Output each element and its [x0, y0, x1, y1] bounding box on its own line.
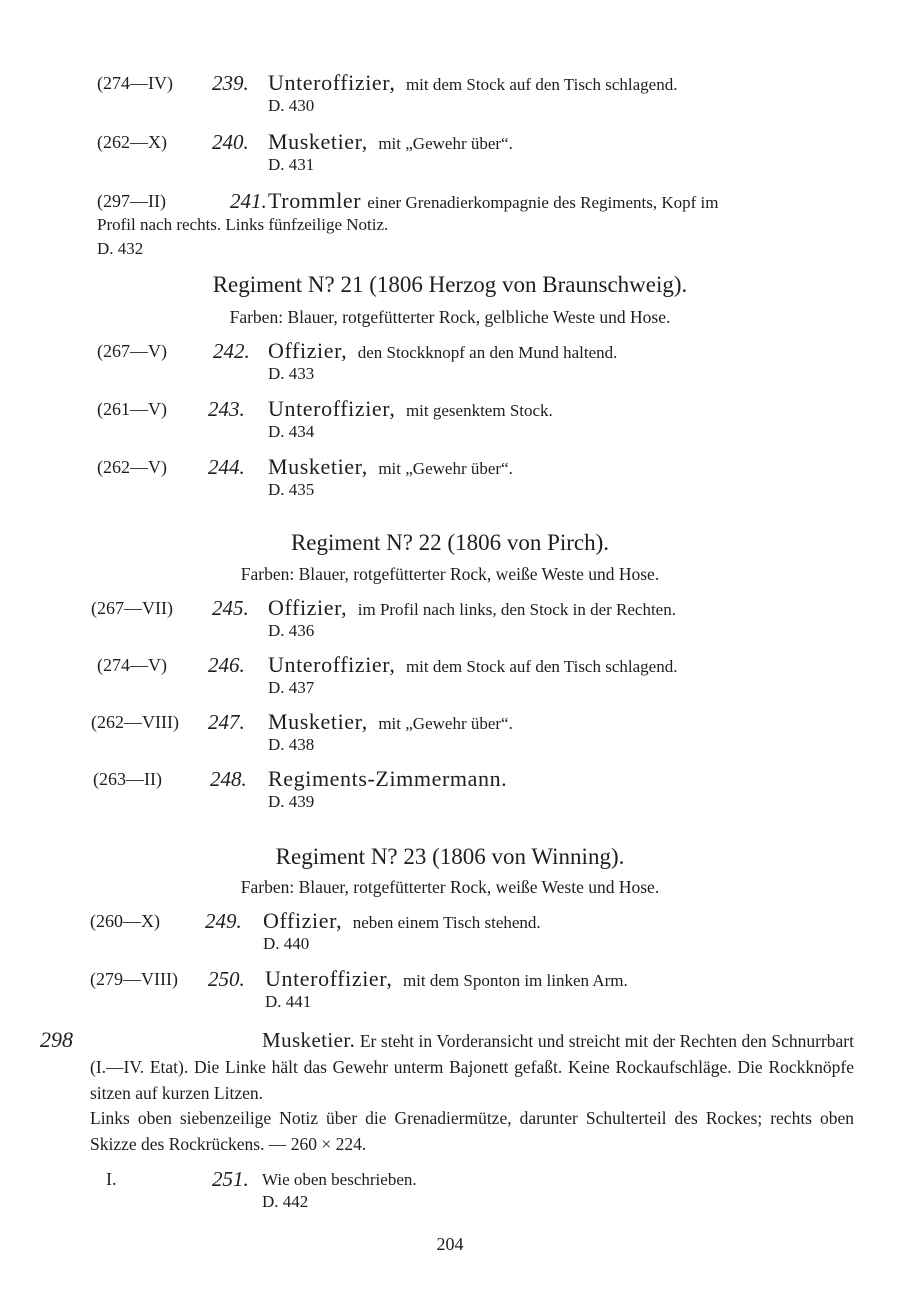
plate-reference: (267—V)	[97, 341, 167, 361]
entry-d-number: D. 432	[97, 239, 144, 258]
description-paragraph: Links oben siebenzeilige Notiz über die Grenadiermütze, darunter Schulterteil des Rockes; rechts oben Skizze des Rockrückens. — 260 × 224.	[90, 1108, 854, 1154]
plate-reference: (297—II)	[97, 191, 166, 211]
regiment-colors: Farben: Blauer, rotgefütterter Rock, weiße Weste und Hose.	[240, 877, 660, 897]
plate-reference: (262—V)	[97, 457, 167, 477]
entry-d-number: D. 441	[265, 992, 312, 1011]
entry-description: mit „Gewehr über“.	[378, 714, 513, 733]
plate-reference: (262—VIII)	[91, 712, 179, 732]
entry-description: mit gesenktem Stock.	[405, 401, 553, 420]
entry-number: 247.	[208, 710, 245, 734]
entry-description: mit dem Sponton im linken Arm.	[402, 971, 628, 990]
plate-reference: (260—X)	[90, 911, 160, 931]
entry-number: 243.	[208, 397, 245, 421]
entry-d-number: D. 431	[268, 155, 315, 174]
page-number: 204	[436, 1234, 464, 1254]
plate-reference: (263—II)	[93, 769, 162, 789]
entry-title: Offizier,	[263, 908, 343, 933]
entry-description: den Stockknopf an den Mund haltend.	[357, 343, 618, 362]
entry-description: neben einem Tisch stehend.	[352, 913, 541, 932]
entry-description: mit „Gewehr über“.	[378, 459, 513, 478]
plate-reference: (274—IV)	[97, 73, 173, 93]
entry-title: Offizier,	[268, 595, 348, 620]
entry-title: Musketier,	[268, 454, 368, 479]
entry-number: 248.	[210, 767, 247, 791]
entry-description: einer Grenadierkompagnie des Regiments, Kopf im	[367, 193, 719, 212]
entry-title: Unteroffizier,	[265, 966, 393, 991]
entry-d-number: D. 435	[268, 480, 315, 499]
entry-d-number: D. 433	[268, 364, 315, 383]
entry-title: Regiments-Zimmermann.	[268, 766, 508, 791]
entry-title: Musketier,	[268, 129, 368, 154]
entry-description: Er steht in Vorderansicht und streicht mit der Rechten den Schnurrbart (I.—IV. Etat). Die Linke hält das Gewehr unterm Bajonett gefaßt. Keine Rockaufschläge. Die Rockknöpfe sitzen auf kurzen Litzen.	[90, 1031, 854, 1103]
plate-reference: (267—VII)	[91, 598, 173, 618]
entry-title: Unteroffizier,	[268, 652, 396, 677]
entry-title: Trommler	[268, 188, 362, 213]
entry-description-continued: Profil nach rechts. Links fünfzeilige Notiz.	[97, 215, 389, 234]
regiment-colors: Farben: Blauer, rotgefütterter Rock, weiße Weste und Hose.	[240, 564, 660, 584]
entry-title: Unteroffizier,	[268, 70, 396, 95]
entry-description: mit dem Stock auf den Tisch schlagend.	[405, 657, 678, 676]
entry-title: Musketier.	[262, 1028, 356, 1052]
entry-d-number: D. 434	[268, 422, 315, 441]
entry-title: Musketier,	[268, 709, 368, 734]
entry-description: Wie oben beschrieben.	[262, 1170, 417, 1189]
entry-number: 241.	[230, 189, 267, 213]
entry-d-number: D. 442	[262, 1192, 309, 1211]
entry-title: Unteroffizier,	[268, 396, 396, 421]
entry-number: 240.	[212, 130, 249, 154]
entry-d-number: D. 439	[268, 792, 315, 811]
entry-description: im Profil nach links, den Stock in der Rechten.	[357, 600, 676, 619]
description-paragraph	[90, 1027, 854, 1106]
entry-number: 245.	[212, 596, 249, 620]
margin-number: 298	[40, 1027, 73, 1052]
entry-d-number: D. 430	[268, 96, 315, 115]
regiment-heading: Regiment N? 21 (1806 Herzog von Braunschweig).	[212, 272, 688, 297]
entry-title: Offizier,	[268, 338, 348, 363]
entry-description: mit dem Stock auf den Tisch schlagend.	[405, 75, 678, 94]
plate-reference: (261—V)	[97, 399, 167, 419]
entry-number: 242.	[213, 339, 250, 363]
entry-number: 251.	[212, 1167, 249, 1191]
entry-d-number: D. 440	[263, 934, 310, 953]
entry-number: 250.	[208, 967, 245, 991]
regiment-heading: Regiment N? 22 (1806 von Pirch).	[290, 530, 610, 555]
entry-description: mit „Gewehr über“.	[378, 134, 513, 153]
state-number: I.	[106, 1169, 117, 1189]
entry-d-number: D. 436	[268, 621, 315, 640]
plate-reference: (262—X)	[97, 132, 167, 152]
entry-number: 249.	[205, 909, 242, 933]
entry-d-number: D. 438	[268, 735, 315, 754]
entry-number: 239.	[212, 71, 249, 95]
plate-reference: (279—VIII)	[90, 969, 178, 989]
entry-number: 244.	[208, 455, 245, 479]
regiment-heading: Regiment N? 23 (1806 von Winning).	[275, 844, 625, 869]
entry-d-number: D. 437	[268, 678, 315, 697]
regiment-colors: Farben: Blauer, rotgefütterter Rock, gelbliche Weste und Hose.	[229, 307, 671, 327]
plate-reference: (274—V)	[97, 655, 167, 675]
entry-number: 246.	[208, 653, 245, 677]
